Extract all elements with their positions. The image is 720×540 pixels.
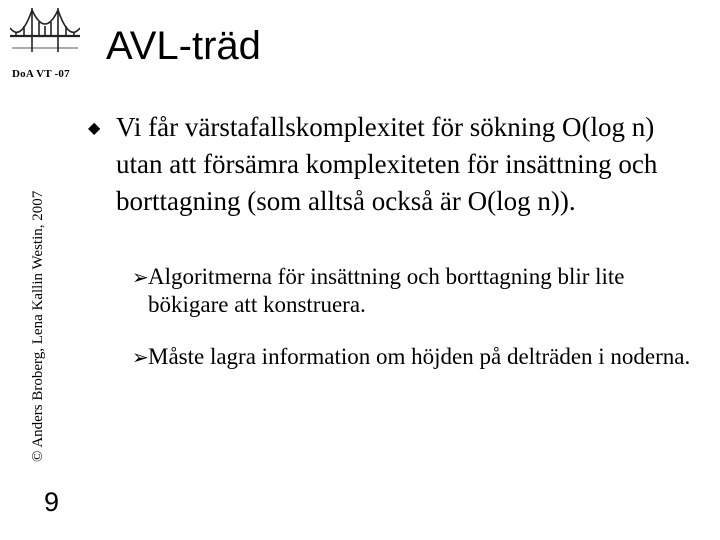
copyright-notice: © Anders Broberg, Lena Kallin Westin, 2007 — [30, 190, 46, 462]
arrow-bullet-icon: ➢ — [132, 345, 149, 369]
page-number: 9 — [44, 487, 60, 517]
sub-bullet-text: Måste lagra information om höjden på delträden i noderna. — [148, 344, 691, 369]
bridge-logo — [10, 2, 80, 62]
arrow-bullet-icon: ➢ — [132, 265, 149, 289]
diamond-bullet-icon: ◆ — [88, 118, 101, 137]
main-bullet — [88, 109, 698, 220]
sub-bullet — [132, 263, 702, 319]
main-bullet-text: Vi får värstafallskomplexitet för sökning O(log n) utan att försämra komplexiteten för insättning och borttagning (som alltså också är O(log n)). — [116, 112, 658, 216]
course-code: DoA VT -07 — [12, 68, 70, 80]
sub-bullet — [132, 343, 702, 371]
slide-title: AVL-träd — [106, 24, 261, 68]
sub-bullet-text: Algoritmerna för insättning och borttagning blir lite bökigare att konstruera. — [148, 264, 625, 317]
